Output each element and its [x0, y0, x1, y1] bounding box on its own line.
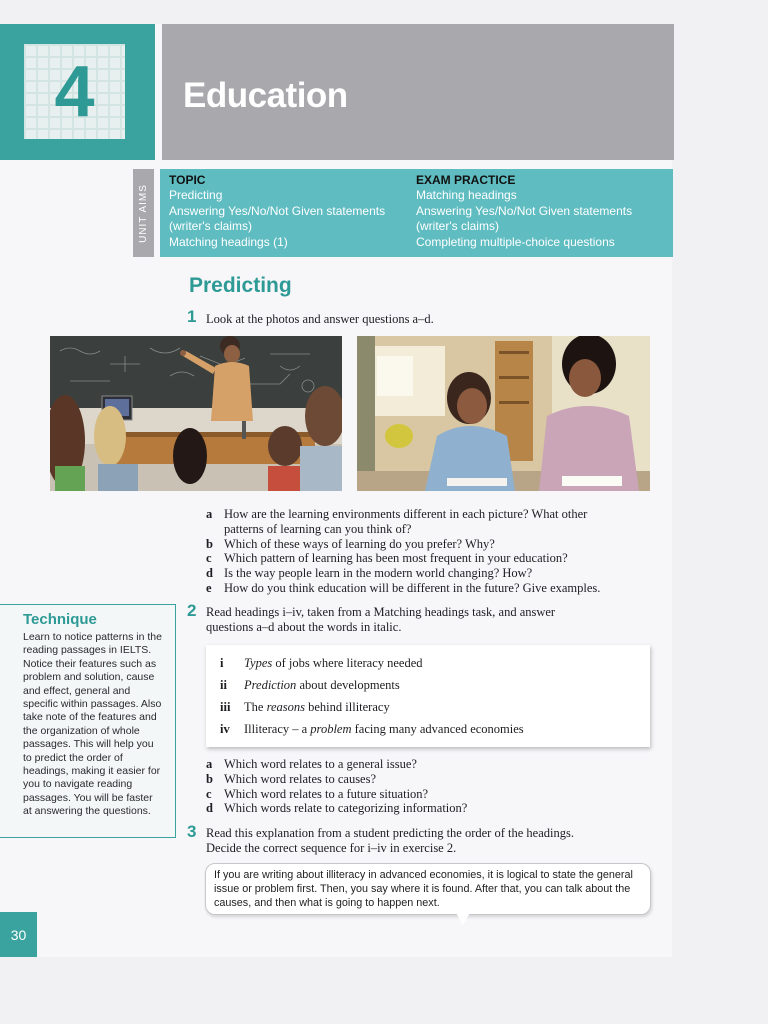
- item-label: [206, 522, 224, 537]
- list-item: [206, 551, 656, 566]
- item-label: b: [206, 536, 213, 551]
- item-label: c: [206, 786, 212, 801]
- list-item: [206, 772, 626, 787]
- item-label: c: [206, 551, 212, 566]
- heading-text-prefix: The: [244, 700, 267, 714]
- question-2-line-2: questions a–d about the words in italic.: [206, 620, 402, 634]
- heading-row: [220, 722, 524, 737]
- heading-text: facing many advanced economies: [351, 722, 524, 736]
- item-text: How do you think education will be different in the future? Give examples.: [224, 580, 601, 595]
- item-text: Which of these ways of learning do you prefer? Why?: [224, 536, 495, 551]
- heading-italic-word: Prediction: [244, 678, 297, 692]
- item-label: a: [206, 507, 213, 521]
- unit-aims-label: UNIT AIMS: [138, 183, 150, 243]
- exam-practice-item: Answering Yes/No/Not Given statements: [416, 203, 633, 218]
- exam-practice-item: Matching headings: [416, 188, 517, 202]
- exam-practice-item: (writer's claims): [416, 219, 499, 233]
- topic-heading: TOPIC: [169, 173, 206, 187]
- topic-item: Predicting: [169, 188, 223, 202]
- item-label: d: [206, 801, 213, 816]
- topic-item: Answering Yes/No/Not Given statements: [169, 203, 386, 218]
- list-item: [206, 522, 656, 537]
- title-bar: [162, 24, 674, 160]
- question-2-line-1: Read headings i–iv, taken from a Matching headings task, and answer: [206, 605, 556, 619]
- question-3-line-1: Read this explanation from a student predicting the order of the headings.: [206, 826, 574, 840]
- heading-text: of jobs where literacy needed: [272, 656, 423, 670]
- exam-practice-item: Completing multiple-choice questions: [416, 234, 615, 249]
- list-item: [206, 801, 626, 816]
- question-1-list: [206, 507, 656, 596]
- page-number: 30: [0, 912, 37, 957]
- heading-numeral: iii: [220, 700, 231, 714]
- question-3-line-2: Decide the correct sequence for i–iv in exercise 2.: [206, 841, 457, 855]
- list-item: [206, 581, 656, 596]
- item-text: Is the way people learn in the modern world changing? How?: [224, 566, 533, 581]
- item-text: Which word relates to causes?: [224, 771, 377, 786]
- unit-number-block: [0, 24, 155, 160]
- question-2-number: 2: [187, 601, 197, 620]
- unit-aims-box: [160, 169, 673, 257]
- unit-aims-tab: [133, 169, 154, 257]
- topic-item: (writer's claims): [169, 219, 252, 233]
- technique-title: Technique: [23, 611, 97, 628]
- heading-numeral: iv: [220, 722, 230, 736]
- unit-title: Education: [183, 76, 348, 115]
- heading-row: [220, 678, 400, 693]
- speech-bubble: [205, 863, 651, 915]
- exam-practice-heading: EXAM PRACTICE: [416, 173, 516, 187]
- item-label: b: [206, 771, 213, 786]
- item-text: patterns of learning can you think of?: [224, 521, 412, 536]
- heading-row: [220, 656, 423, 671]
- student-explanation: If you are writing about illiteracy in advanced economies, it is logical to state the general issue or problem first. Then, you say where it is found. After that, you can talk about the causes, and then what is going to happen next.: [214, 869, 633, 910]
- tutoring-illustration: [357, 336, 650, 491]
- classroom-photo: [50, 336, 342, 491]
- question-2-list: [206, 757, 626, 816]
- speech-bubble-tail: [455, 911, 471, 925]
- item-label: a: [206, 757, 213, 771]
- list-item: [206, 507, 656, 522]
- heading-italic-word: reasons: [266, 700, 305, 714]
- item-label: e: [206, 580, 212, 595]
- question-1-text: Look at the photos and answer questions a–d.: [206, 312, 434, 326]
- heading-text: behind illiteracy: [305, 700, 390, 714]
- list-item: [206, 566, 656, 581]
- item-text: Which word relates to a general issue?: [224, 757, 417, 771]
- topic-item: Matching headings (1): [169, 234, 288, 249]
- technique-box: [0, 604, 176, 838]
- section-title: Predicting: [189, 274, 292, 297]
- technique-body: Learn to notice patterns in the reading passages in IELTS. Notice their features such as problem and solution, cause and effect, general and specific within passages. Also take note of the features and the organization of whole passages. This will help you to predict the order of headings, making it easier for you to navigate reading passages. You will be faster at answering the questions.: [23, 631, 162, 818]
- heading-text-prefix: Illiteracy – a: [244, 722, 311, 736]
- topic-column: [169, 173, 385, 250]
- list-item: [206, 787, 626, 802]
- item-text: Which pattern of learning has been most frequent in your education?: [224, 551, 568, 566]
- tutoring-photo: [357, 336, 650, 491]
- heading-numeral: ii: [220, 678, 227, 692]
- list-item: [206, 757, 626, 772]
- question-1-number: 1: [187, 307, 197, 326]
- unit-number-tile: [24, 44, 125, 139]
- item-text: Which word relates to a future situation?: [224, 786, 429, 801]
- heading-row: [220, 700, 390, 715]
- list-item: [206, 537, 656, 552]
- classroom-illustration: [50, 336, 342, 491]
- heading-text: about developments: [296, 678, 400, 692]
- heading-italic-word: Types: [244, 656, 273, 670]
- item-label: d: [206, 566, 213, 581]
- item-text: Which words relate to categorizing information?: [224, 801, 468, 816]
- heading-italic-word: problem: [310, 722, 352, 736]
- unit-number: 4: [54, 51, 95, 132]
- heading-numeral: i: [220, 656, 224, 670]
- item-text: How are the learning environments different in each picture? What other: [224, 507, 588, 521]
- question-3-number: 3: [187, 822, 197, 841]
- exam-practice-column: [416, 173, 632, 250]
- matching-headings-card: [206, 645, 650, 747]
